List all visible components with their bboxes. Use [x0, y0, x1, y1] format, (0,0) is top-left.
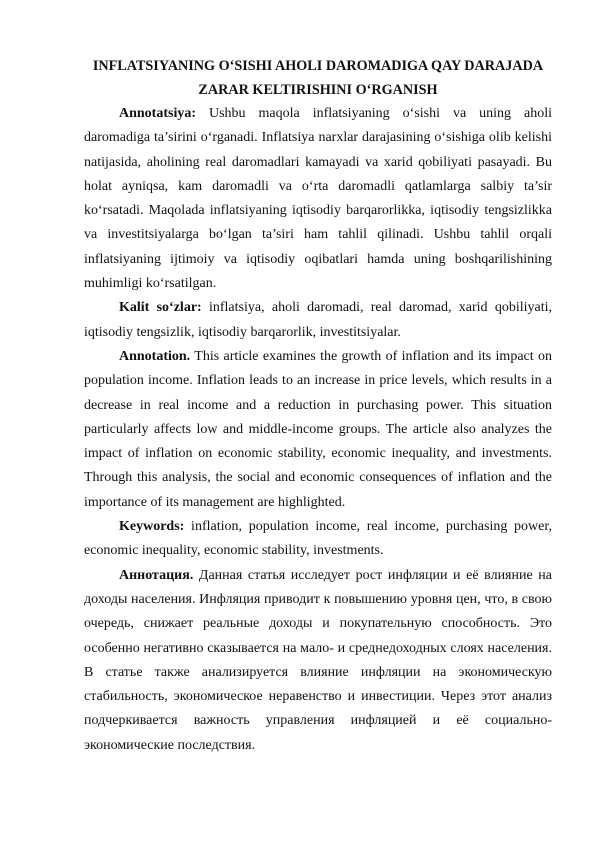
keywords-english-text: inflation, population income, real income, purchasing power, economic inequality, economic stability, investments. — [84, 519, 552, 559]
abstract-english — [84, 345, 552, 515]
keywords-uzbek — [84, 296, 552, 345]
keywords-uzbek-label: Kalit so‘zlar: — [119, 300, 202, 316]
abstract-russian — [84, 564, 552, 758]
abstract-uzbek-label: Annotatsiya: — [119, 106, 197, 121]
keywords-english — [84, 515, 552, 564]
abstract-english-label: Annotation. — [119, 348, 191, 364]
paper-title-line-2: ZARAR KELTIRISHINI O‘RGANISH — [198, 82, 438, 98]
abstract-uzbek — [84, 102, 552, 296]
keywords-english-label: Keywords: — [119, 519, 185, 535]
abstract-english-text: This article examines the growth of inflation and its impact on population income. Inflation leads to an increase in price levels, which results in a decrease in real income and a reduction in purchasing power. This situation particularly affects low and middle-income groups. The article also analyzes the impact of inflation on economic stability, economic inequality, and investments. Through this analysis, the social and economic consequences of inflation and the importance of its management are highlighted. — [84, 348, 552, 510]
paper-page — [84, 54, 552, 758]
abstract-russian-label: Аннотация. — [119, 567, 194, 583]
paper-title-line-1: INFLATSIYANING O‘SISHI AHOLI DAROMADIGA QAY DARAJADA — [92, 58, 544, 74]
paper-title — [84, 54, 552, 102]
abstract-russian-text: Данная статья исследует рост инфляции и её влияние на доходы населения. Инфляция приводит к повышению уровня цен, что, в свою очередь, снижает реальные доходы и покупательную способность. Это особенно негативно сказывается на мало- и среднедоходных слоях населения. В статье также анализируется влияние инфляции на экономическую стабильность, экономическое неравенство и инвестиции. Через этот анализ подчеркивается важность управления инфляцией и её социально-экономические последствия. — [84, 567, 552, 753]
abstract-uzbek-text: Ushbu maqola inflatsiyaning o‘sishi va uning aholi daromadiga ta’sirini o‘rganadi. Inflatsiya narxlar darajasining o‘sishiga olib kelishi natijasida, aholining real daromadlari kamayadi va xarid qobiliyati pasayadi. Bu holat ayniqsa, kam daromadli va o‘rta daromadli qatlamlarga salbiy ta’sir ko‘rsatadi. Maqolada inflatsiyaning iqtisodiy barqarorlikka, iqtisodiy tengsizlikka va investitsiyalarga bo‘lgan ta’siri ham tahlil qilinadi. Ushbu tahlil orqali inflatsiyaning ijtimoiy va iqtisodiy oqibatlari hamda uning boshqarilishining muhimligi ko‘rsatilgan. — [84, 106, 552, 292]
keywords-uzbek-text: inflatsiya, aholi daromadi, real daromad, xarid qobiliyati, iqtisodiy tengsizlik, iqtisodiy barqarorlik, investitsiyalar. — [84, 300, 552, 340]
